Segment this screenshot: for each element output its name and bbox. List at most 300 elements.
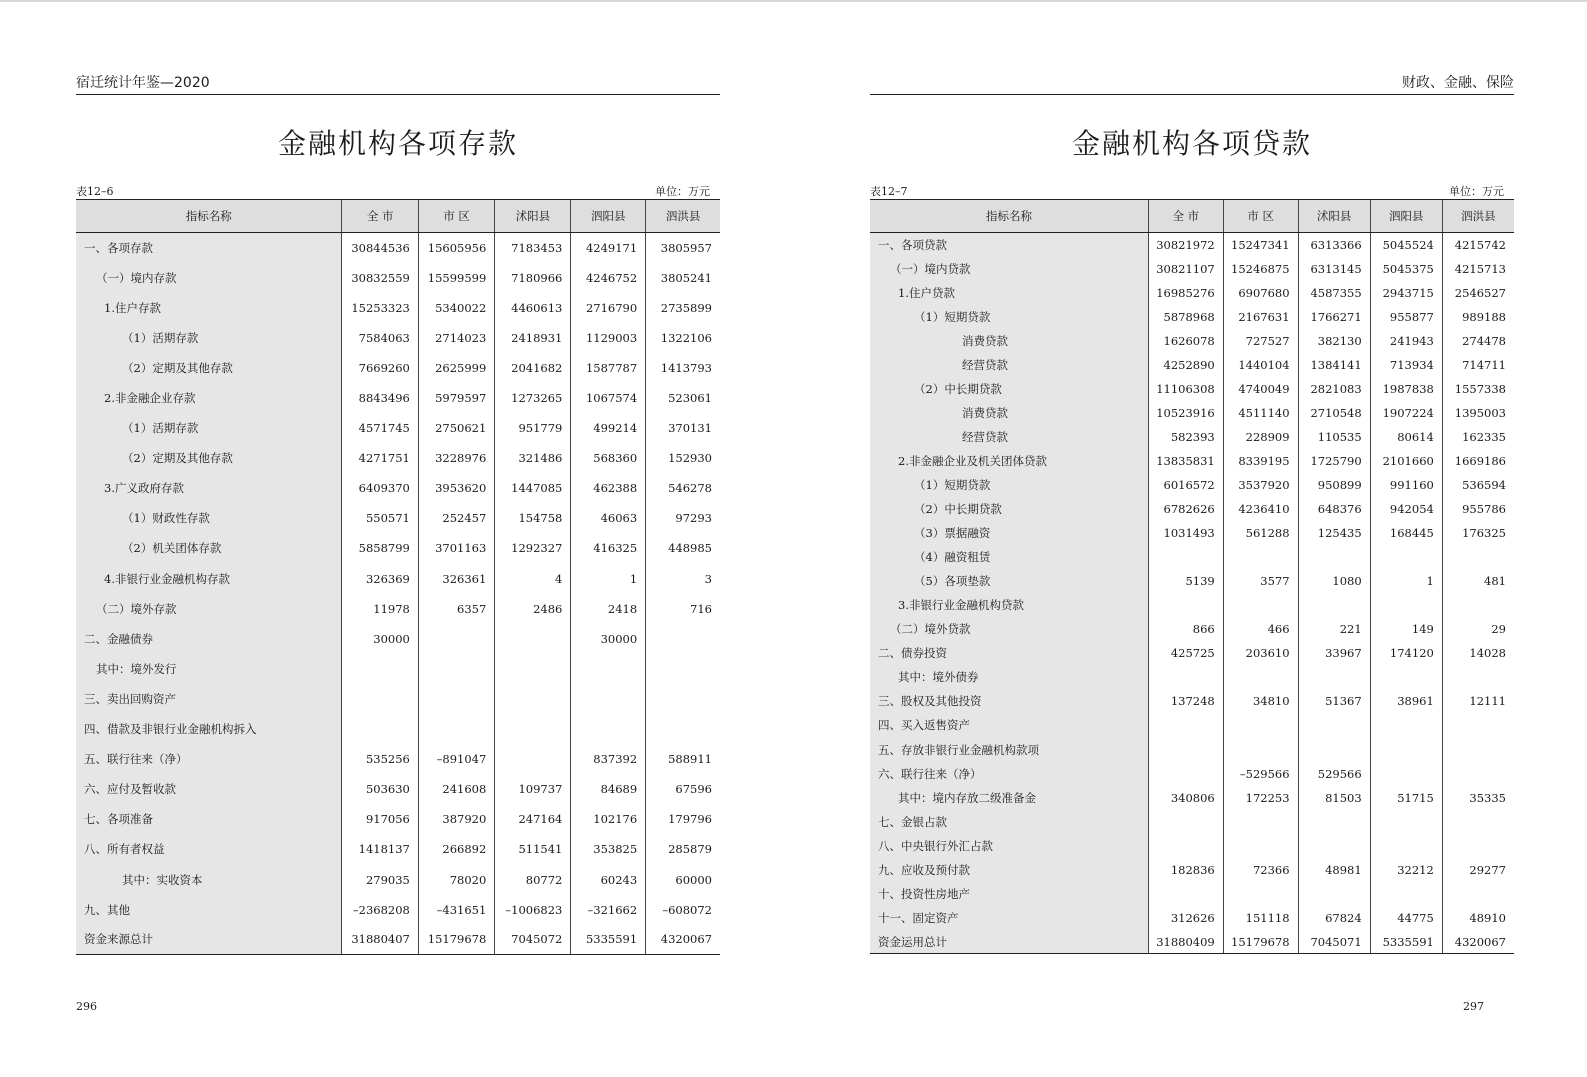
row-value: 716: [646, 594, 720, 624]
row-value: 546278: [646, 473, 720, 503]
row-value: 182836: [1148, 858, 1223, 882]
row-value: [1370, 593, 1442, 617]
row-value: [1148, 545, 1223, 569]
row-value: 4246752: [571, 263, 646, 293]
row-value: 1080: [1298, 569, 1370, 593]
row-value: 382130: [1298, 329, 1370, 353]
row-value: [571, 684, 646, 714]
row-value: 67824: [1298, 906, 1370, 930]
table-row: [76, 564, 720, 594]
row-label: （5）各项垫款: [870, 569, 1148, 593]
row-value: [1370, 834, 1442, 858]
table-row: [870, 737, 1514, 761]
row-label: 消费贷款: [870, 329, 1148, 353]
row-value: [1370, 762, 1442, 786]
row-value: 648376: [1298, 497, 1370, 521]
row-value: 44775: [1370, 906, 1442, 930]
row-value: 4571745: [342, 413, 418, 443]
row-value: –431651: [418, 895, 494, 925]
row-value: 97293: [646, 503, 720, 533]
table-row: [870, 906, 1514, 930]
left-page: [76, 0, 720, 1077]
row-value: [495, 624, 571, 654]
running-head-left: [76, 74, 720, 95]
running-head-text: 宿迁统计年鉴—2020: [76, 75, 210, 91]
table-row: [870, 665, 1514, 689]
row-value: [1148, 810, 1223, 834]
row-label: 2.非金融企业存款: [76, 383, 342, 413]
row-value: 4460613: [495, 293, 571, 323]
row-label: 3.广义政府存款: [76, 473, 342, 503]
table-number: 表12–6: [76, 185, 114, 198]
row-value: –1006823: [495, 895, 571, 925]
row-value: 15246875: [1223, 257, 1298, 281]
row-value: 1322106: [646, 323, 720, 353]
row-value: 72366: [1223, 858, 1298, 882]
row-value: 13835831: [1148, 449, 1223, 473]
row-value: 109737: [495, 774, 571, 804]
table-row: [870, 762, 1514, 786]
row-value: [1442, 665, 1514, 689]
row-value: 241943: [1370, 329, 1442, 353]
row-value: 1273265: [495, 383, 571, 413]
row-value: 4740049: [1223, 377, 1298, 401]
row-label: 二、金融债券: [76, 624, 342, 654]
row-value: 1987838: [1370, 377, 1442, 401]
row-value: 4320067: [646, 925, 720, 955]
table-number: 表12–7: [870, 185, 908, 198]
table-row: [76, 744, 720, 774]
row-value: 154758: [495, 503, 571, 533]
row-value: 1: [571, 564, 646, 594]
table-row: [76, 684, 720, 714]
right-page: [870, 0, 1514, 1077]
row-value: 29: [1442, 617, 1514, 641]
table-row: [76, 774, 720, 804]
row-value: 1418137: [342, 834, 418, 864]
row-value: [646, 624, 720, 654]
table-row: [76, 834, 720, 864]
row-value: 30821972: [1148, 233, 1223, 257]
row-value: 6313366: [1298, 233, 1370, 257]
row-value: 917056: [342, 804, 418, 834]
row-value: 1626078: [1148, 329, 1223, 353]
table-row: [76, 323, 720, 353]
row-value: 425725: [1148, 641, 1223, 665]
row-value: 1292327: [495, 533, 571, 563]
row-value: [571, 654, 646, 684]
row-value: 5335591: [1370, 930, 1442, 954]
row-value: [418, 624, 494, 654]
row-value: 174120: [1370, 641, 1442, 665]
row-label: 四、借款及非银行业金融机构拆入: [76, 714, 342, 744]
row-value: [1148, 665, 1223, 689]
row-label: 九、应收及预付款: [870, 858, 1148, 882]
row-value: 1766271: [1298, 305, 1370, 329]
row-value: [342, 684, 418, 714]
row-value: 48910: [1442, 906, 1514, 930]
column-header: 沭阳县: [495, 200, 571, 233]
row-value: 30832559: [342, 263, 418, 293]
column-header: 泗阳县: [1370, 200, 1442, 233]
column-header: 泗阳县: [571, 200, 646, 233]
row-value: 2546527: [1442, 281, 1514, 305]
row-value: 1384141: [1298, 353, 1370, 377]
row-value: [1298, 545, 1370, 569]
row-value: 312626: [1148, 906, 1223, 930]
table-row: [76, 383, 720, 413]
row-value: 1557338: [1442, 377, 1514, 401]
row-value: [646, 654, 720, 684]
row-value: 15599599: [418, 263, 494, 293]
table-row: [870, 545, 1514, 569]
row-value: 81503: [1298, 786, 1370, 810]
row-value: [1223, 713, 1298, 737]
row-value: 481: [1442, 569, 1514, 593]
row-value: 370131: [646, 413, 720, 443]
row-value: [1223, 834, 1298, 858]
row-value: 2714023: [418, 323, 494, 353]
row-value: [1442, 593, 1514, 617]
row-label: 九、其他: [76, 895, 342, 925]
row-value: [495, 714, 571, 744]
row-label: 八、中央银行外汇占款: [870, 834, 1148, 858]
row-label: 六、应付及暂收款: [76, 774, 342, 804]
row-label: （1）活期存款: [76, 413, 342, 443]
row-value: 179796: [646, 804, 720, 834]
row-value: 46063: [571, 503, 646, 533]
table-row: [870, 641, 1514, 665]
row-label: 一、各项存款: [76, 233, 342, 263]
table-row: [870, 305, 1514, 329]
row-value: 5045375: [1370, 257, 1442, 281]
row-value: 7669260: [342, 353, 418, 383]
table-row: [76, 533, 720, 563]
table-row: [76, 293, 720, 323]
row-value: 5139: [1148, 569, 1223, 593]
row-value: 274478: [1442, 329, 1514, 353]
row-value: 1587787: [571, 353, 646, 383]
column-header: 全 市: [1148, 200, 1223, 233]
row-label: 五、联行往来（净）: [76, 744, 342, 774]
row-value: 38961: [1370, 689, 1442, 713]
row-value: 31880407: [342, 925, 418, 955]
row-label: 八、所有者权益: [76, 834, 342, 864]
row-label: （2）中长期贷款: [870, 377, 1148, 401]
row-value: [495, 684, 571, 714]
row-value: [1148, 834, 1223, 858]
row-value: 125435: [1298, 521, 1370, 545]
table-row: [870, 617, 1514, 641]
running-head-right: [870, 74, 1514, 95]
row-value: 1447085: [495, 473, 571, 503]
table-row: [870, 233, 1514, 257]
row-value: [1442, 882, 1514, 906]
row-value: 16985276: [1148, 281, 1223, 305]
row-value: 7045071: [1298, 930, 1370, 954]
row-value: 30000: [571, 624, 646, 654]
row-value: 4320067: [1442, 930, 1514, 954]
row-label: 1.住户存款: [76, 293, 342, 323]
row-value: 1129003: [571, 323, 646, 353]
row-label: （3）票据融资: [870, 521, 1148, 545]
row-label: 其中：境内存放二级准备金: [870, 786, 1148, 810]
row-value: 991160: [1370, 473, 1442, 497]
table-row: [870, 329, 1514, 353]
table-unit: 单位：万元: [1449, 185, 1504, 198]
table-row: [76, 353, 720, 383]
row-value: [646, 714, 720, 744]
table-row: [870, 569, 1514, 593]
row-label: 七、各项准备: [76, 804, 342, 834]
row-value: 5878968: [1148, 305, 1223, 329]
row-value: 4215713: [1442, 257, 1514, 281]
row-value: 1031493: [1148, 521, 1223, 545]
row-value: 162335: [1442, 425, 1514, 449]
row-value: 241608: [418, 774, 494, 804]
row-value: 568360: [571, 443, 646, 473]
row-label: 3.非银行业金融机构贷款: [870, 593, 1148, 617]
row-value: 84689: [571, 774, 646, 804]
row-value: [1298, 882, 1370, 906]
row-value: 5335591: [571, 925, 646, 955]
running-head-text: 财政、金融、保险: [1402, 75, 1514, 91]
row-value: 266892: [418, 834, 494, 864]
row-value: –321662: [571, 895, 646, 925]
row-value: 78020: [418, 864, 494, 894]
page-number: 296: [76, 1000, 97, 1013]
row-label: 资金运用总计: [870, 930, 1148, 954]
row-value: 448985: [646, 533, 720, 563]
row-value: 12111: [1442, 689, 1514, 713]
row-label: 三、股权及其他投资: [870, 689, 1148, 713]
table-row: [76, 443, 720, 473]
row-value: [1298, 737, 1370, 761]
deposits-table: [76, 199, 720, 955]
row-value: 247164: [495, 804, 571, 834]
row-value: [1442, 545, 1514, 569]
row-value: 4249171: [571, 233, 646, 263]
row-value: 2750621: [418, 413, 494, 443]
row-value: 4215742: [1442, 233, 1514, 257]
row-value: 80614: [1370, 425, 1442, 449]
row-value: 1395003: [1442, 401, 1514, 425]
page-title: 金融机构各项存款: [277, 127, 518, 160]
row-value: 955786: [1442, 497, 1514, 521]
row-value: [1148, 593, 1223, 617]
row-value: 5045524: [1370, 233, 1442, 257]
row-value: [1370, 665, 1442, 689]
row-value: 51715: [1370, 786, 1442, 810]
row-label: 其中：境外发行: [76, 654, 342, 684]
table-row: [870, 713, 1514, 737]
row-label: （2）定期及其他存款: [76, 353, 342, 383]
row-value: 588911: [646, 744, 720, 774]
table-row: [870, 377, 1514, 401]
row-value: 151118: [1223, 906, 1298, 930]
row-label: 经营贷款: [870, 425, 1148, 449]
table-meta: [76, 183, 720, 199]
row-value: –891047: [418, 744, 494, 774]
row-value: –2368208: [342, 895, 418, 925]
row-value: [418, 714, 494, 744]
row-value: 149: [1370, 617, 1442, 641]
table-row: [76, 473, 720, 503]
row-value: [1298, 593, 1370, 617]
row-value: 535256: [342, 744, 418, 774]
row-value: [1298, 810, 1370, 834]
row-value: [1223, 545, 1298, 569]
row-value: 950899: [1298, 473, 1370, 497]
table-row: [870, 401, 1514, 425]
row-label: 4.非银行业金融机构存款: [76, 564, 342, 594]
row-value: 2101660: [1370, 449, 1442, 473]
row-value: 80772: [495, 864, 571, 894]
column-header: 市 区: [1223, 200, 1298, 233]
table-row: [870, 593, 1514, 617]
row-value: [1148, 713, 1223, 737]
table-header-row: [870, 200, 1514, 233]
row-value: 416325: [571, 533, 646, 563]
row-value: 203610: [1223, 641, 1298, 665]
row-value: 7584063: [342, 323, 418, 353]
row-value: 2041682: [495, 353, 571, 383]
row-value: 3701163: [418, 533, 494, 563]
row-value: 15179678: [1223, 930, 1298, 954]
row-label: （一）境内存款: [76, 263, 342, 293]
table-row: [870, 786, 1514, 810]
table-row: [76, 925, 720, 955]
row-value: [1442, 737, 1514, 761]
row-value: 3577: [1223, 569, 1298, 593]
row-value: 714711: [1442, 353, 1514, 377]
table-header-row: [76, 200, 720, 233]
row-value: 7180966: [495, 263, 571, 293]
row-label: 七、金银占款: [870, 810, 1148, 834]
row-value: [495, 744, 571, 774]
row-value: 172253: [1223, 786, 1298, 810]
row-value: 955877: [1370, 305, 1442, 329]
row-value: [1223, 593, 1298, 617]
row-label: （2）中长期贷款: [870, 497, 1148, 521]
row-value: –529566: [1223, 762, 1298, 786]
row-value: 51367: [1298, 689, 1370, 713]
row-value: 462388: [571, 473, 646, 503]
row-value: 8843496: [342, 383, 418, 413]
row-label: 二、债券投资: [870, 641, 1148, 665]
column-header: 泗洪县: [1442, 200, 1514, 233]
row-value: 15247341: [1223, 233, 1298, 257]
row-label: 三、卖出回购资产: [76, 684, 342, 714]
table-row: [870, 473, 1514, 497]
row-value: 285879: [646, 834, 720, 864]
row-value: 152930: [646, 443, 720, 473]
row-value: 989188: [1442, 305, 1514, 329]
row-value: 11106308: [1148, 377, 1223, 401]
column-header-name: 指标名称: [870, 200, 1148, 233]
table-row: [76, 624, 720, 654]
row-value: 30844536: [342, 233, 418, 263]
row-label: （二）境外贷款: [870, 617, 1148, 641]
row-value: 529566: [1298, 762, 1370, 786]
table-unit: 单位：万元: [655, 185, 710, 198]
row-label: 1.住户贷款: [870, 281, 1148, 305]
row-label: 资金来源总计: [76, 925, 342, 955]
row-value: 252457: [418, 503, 494, 533]
row-label: 四、买入返售资产: [870, 713, 1148, 737]
row-value: 4252890: [1148, 353, 1223, 377]
row-value: 2735899: [646, 293, 720, 323]
row-value: 137248: [1148, 689, 1223, 713]
page-title: 金融机构各项贷款: [1071, 127, 1312, 160]
row-value: 3953620: [418, 473, 494, 503]
row-value: 1440104: [1223, 353, 1298, 377]
table-row: [870, 257, 1514, 281]
row-value: 4511140: [1223, 401, 1298, 425]
row-value: 2418931: [495, 323, 571, 353]
row-value: 6313145: [1298, 257, 1370, 281]
table-row: [76, 864, 720, 894]
row-value: [1442, 762, 1514, 786]
row-value: [1223, 665, 1298, 689]
table-row: [870, 882, 1514, 906]
row-label: （1）活期存款: [76, 323, 342, 353]
row-value: 110535: [1298, 425, 1370, 449]
row-value: 353825: [571, 834, 646, 864]
row-value: 4236410: [1223, 497, 1298, 521]
row-label: （2）机关团体存款: [76, 533, 342, 563]
table-row: [76, 263, 720, 293]
row-value: 2716790: [571, 293, 646, 323]
page-number: 297: [1463, 1000, 1484, 1013]
row-value: 30821107: [1148, 257, 1223, 281]
row-value: 3: [646, 564, 720, 594]
row-label: 经营贷款: [870, 353, 1148, 377]
row-value: 523061: [646, 383, 720, 413]
table-row: [76, 503, 720, 533]
column-header: 全 市: [342, 200, 418, 233]
row-value: 837392: [571, 744, 646, 774]
row-label: 十一、固定资产: [870, 906, 1148, 930]
row-value: [1370, 713, 1442, 737]
row-label: （一）境内贷款: [870, 257, 1148, 281]
column-header: 市 区: [418, 200, 494, 233]
row-value: 15253323: [342, 293, 418, 323]
row-value: 102176: [571, 804, 646, 834]
row-value: 14028: [1442, 641, 1514, 665]
table-row: [76, 654, 720, 684]
row-value: 32212: [1370, 858, 1442, 882]
row-label: 其中：实收资本: [76, 864, 342, 894]
row-value: 2486: [495, 594, 571, 624]
row-value: 1: [1370, 569, 1442, 593]
row-label: 消费贷款: [870, 401, 1148, 425]
row-value: 221: [1298, 617, 1370, 641]
row-value: 228909: [1223, 425, 1298, 449]
row-value: 561288: [1223, 521, 1298, 545]
row-value: 2625999: [418, 353, 494, 383]
row-value: 321486: [495, 443, 571, 473]
row-label: 其中：境外债券: [870, 665, 1148, 689]
row-value: [571, 714, 646, 744]
row-value: 1067574: [571, 383, 646, 413]
row-value: 536594: [1442, 473, 1514, 497]
row-value: 511541: [495, 834, 571, 864]
row-value: 3537920: [1223, 473, 1298, 497]
column-header: 泗洪县: [646, 200, 720, 233]
row-value: 60000: [646, 864, 720, 894]
row-label: （1）短期贷款: [870, 473, 1148, 497]
